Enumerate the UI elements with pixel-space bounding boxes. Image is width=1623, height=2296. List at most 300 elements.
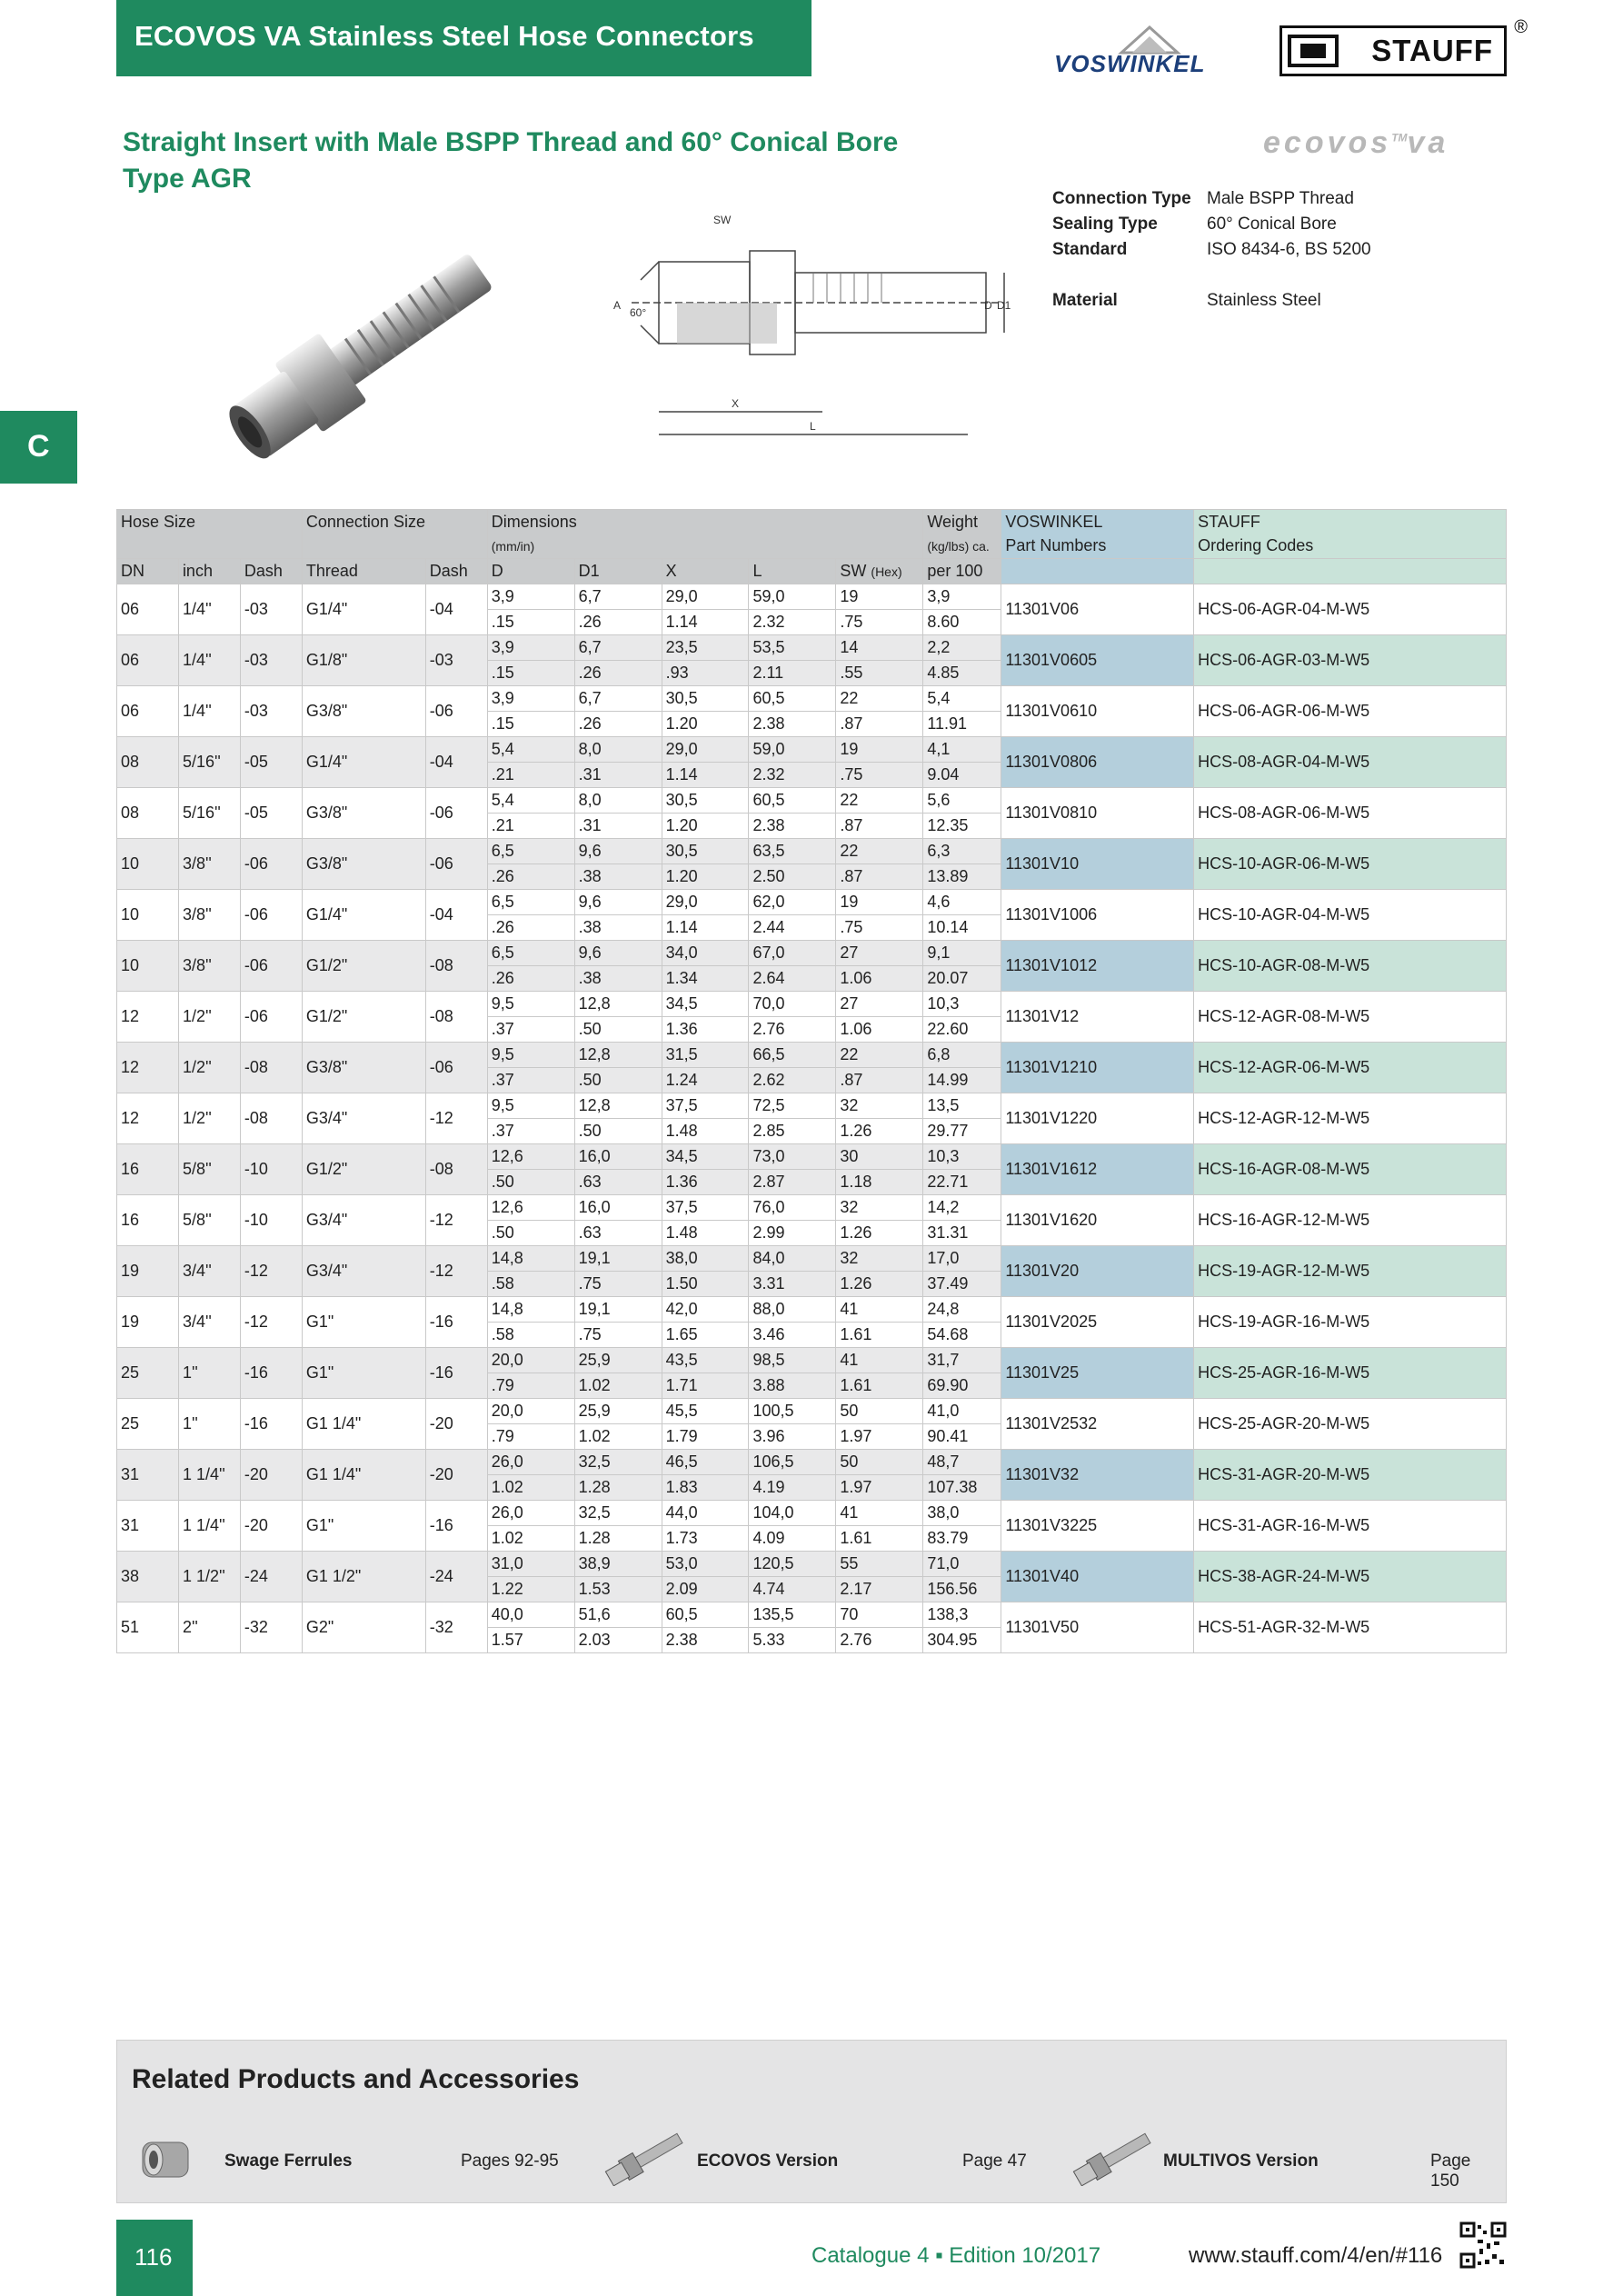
- cell-x-mm: 29,0: [662, 890, 749, 915]
- cell-thread: G1/2": [302, 1144, 425, 1195]
- cell-dash2: -06: [425, 686, 487, 737]
- cell-voswinkel-part[interactable]: 11301V1220: [1001, 1093, 1194, 1144]
- cell-d1-in: .26: [574, 610, 662, 635]
- table-row: [117, 1043, 1507, 1068]
- multivos-fitting-icon: [1067, 2131, 1158, 2186]
- related-item-name: ECOVOS Version: [697, 2151, 839, 2171]
- cell-d1-in: .50: [574, 1068, 662, 1093]
- cell-l-mm: 67,0: [749, 941, 836, 966]
- cell-d1-in: .50: [574, 1119, 662, 1144]
- cell-x-in: .93: [662, 661, 749, 686]
- cell-d-in: .37: [487, 1119, 574, 1144]
- cell-d-mm: 3,9: [487, 686, 574, 712]
- cell-l-mm: 100,5: [749, 1399, 836, 1424]
- cell-d1-mm: 32,5: [574, 1450, 662, 1475]
- cell-stauff-code[interactable]: HCS-51-AGR-32-M-W5: [1194, 1602, 1507, 1653]
- cell-sw-in: .75: [836, 915, 923, 941]
- cell-stauff-code[interactable]: HCS-12-AGR-12-M-W5: [1194, 1093, 1507, 1144]
- related-item-name: MULTIVOS Version: [1163, 2151, 1319, 2171]
- ferrule-icon: [134, 2131, 197, 2186]
- cell-weight-lbs: 14.99: [923, 1068, 1001, 1093]
- cell-stauff-code[interactable]: HCS-19-AGR-16-M-W5: [1194, 1297, 1507, 1348]
- table-row: [117, 1399, 1507, 1424]
- header-dimensions: [487, 510, 923, 559]
- cell-dash: -20: [240, 1450, 302, 1501]
- cell-l-mm: 60,5: [749, 788, 836, 814]
- cell-stauff-code[interactable]: HCS-31-AGR-16-M-W5: [1194, 1501, 1507, 1552]
- cell-dn: 06: [117, 686, 179, 737]
- cell-d-in: .26: [487, 864, 574, 890]
- cell-x-mm: 45,5: [662, 1399, 749, 1424]
- table-row: [117, 1450, 1507, 1475]
- cell-d1-mm: 19,1: [574, 1297, 662, 1323]
- cell-dash2: -12: [425, 1246, 487, 1297]
- cell-x-in: 2.38: [662, 1628, 749, 1653]
- cell-l-mm: 62,0: [749, 890, 836, 915]
- cell-voswinkel-part[interactable]: 11301V40: [1001, 1552, 1194, 1602]
- cell-stauff-code[interactable]: HCS-06-AGR-03-M-W5: [1194, 635, 1507, 686]
- cell-stauff-code[interactable]: HCS-19-AGR-12-M-W5: [1194, 1246, 1507, 1297]
- cell-weight-kg: 10,3: [923, 992, 1001, 1017]
- product-type: Type AGR: [123, 164, 252, 194]
- cell-x-in: 1.36: [662, 1017, 749, 1043]
- cell-sw-in: 2.76: [836, 1628, 923, 1653]
- cell-l-in: 2.11: [749, 661, 836, 686]
- cell-dn: 19: [117, 1246, 179, 1297]
- cell-weight-lbs: 13.89: [923, 864, 1001, 890]
- cell-d1-in: 1.28: [574, 1475, 662, 1501]
- cell-d-mm: 5,4: [487, 737, 574, 763]
- col-stauff-blank: [1194, 559, 1507, 584]
- spec-list: [1052, 186, 1371, 314]
- cell-inch: 1 1/4'': [178, 1450, 240, 1501]
- cell-sw-mm: 19: [836, 584, 923, 610]
- cell-voswinkel-part[interactable]: 11301V2025: [1001, 1297, 1194, 1348]
- cell-stauff-code[interactable]: HCS-25-AGR-16-M-W5: [1194, 1348, 1507, 1399]
- cell-sw-mm: 22: [836, 686, 923, 712]
- cell-x-mm: 37,5: [662, 1093, 749, 1119]
- cell-d1-in: .75: [574, 1323, 662, 1348]
- cell-thread: G1/4": [302, 890, 425, 941]
- spec-value: ISO 8434-6, BS 5200: [1207, 240, 1371, 259]
- stauff-sub-label: Ordering Codes: [1198, 536, 1314, 554]
- cell-stauff-code[interactable]: HCS-08-AGR-06-M-W5: [1194, 788, 1507, 839]
- weight-label: Weight: [927, 513, 979, 531]
- table-row: [117, 1552, 1507, 1577]
- cell-dn: 31: [117, 1501, 179, 1552]
- cell-stauff-code[interactable]: HCS-10-AGR-04-M-W5: [1194, 890, 1507, 941]
- cell-x-mm: 34,5: [662, 1144, 749, 1170]
- cell-inch: 1/2'': [178, 992, 240, 1043]
- cell-d-in: .79: [487, 1373, 574, 1399]
- cell-stauff-code[interactable]: HCS-16-AGR-08-M-W5: [1194, 1144, 1507, 1195]
- cell-dash2: -20: [425, 1399, 487, 1450]
- cell-weight-kg: 48,7: [923, 1450, 1001, 1475]
- product-photo: [195, 227, 541, 468]
- cell-inch: 1/2'': [178, 1043, 240, 1093]
- table-row: [117, 1297, 1507, 1323]
- cell-weight-kg: 14,2: [923, 1195, 1001, 1221]
- cell-stauff-code[interactable]: HCS-10-AGR-06-M-W5: [1194, 839, 1507, 890]
- cell-x-in: 1.14: [662, 763, 749, 788]
- cell-l-mm: 98,5: [749, 1348, 836, 1373]
- hose-size-label: Hose Size: [121, 513, 196, 531]
- cell-voswinkel-part[interactable]: 11301V06: [1001, 584, 1194, 635]
- cell-thread: G3/8": [302, 686, 425, 737]
- cell-voswinkel-part[interactable]: 11301V0605: [1001, 635, 1194, 686]
- ecovos-va-logo: [1263, 125, 1449, 161]
- cell-dash: -03: [240, 686, 302, 737]
- col-dash: Dash: [240, 559, 302, 584]
- cell-inch: 1/2'': [178, 1093, 240, 1144]
- cell-d1-mm: 38,9: [574, 1552, 662, 1577]
- cell-l-mm: 66,5: [749, 1043, 836, 1068]
- cell-voswinkel-part[interactable]: 11301V2532: [1001, 1399, 1194, 1450]
- cell-dash: -20: [240, 1501, 302, 1552]
- ecovos-logo-suffix: va: [1407, 125, 1449, 160]
- cell-l-in: 2.87: [749, 1170, 836, 1195]
- related-item-swage-ferrules[interactable]: [134, 2131, 570, 2186]
- cell-voswinkel-part[interactable]: 11301V3225: [1001, 1501, 1194, 1552]
- drawing-label-sw: SW: [713, 214, 732, 226]
- col-per100: per 100: [923, 559, 1001, 584]
- cell-x-in: 1.73: [662, 1526, 749, 1552]
- cell-sw-in: 1.97: [836, 1424, 923, 1450]
- spec-row: [1052, 288, 1371, 314]
- header-title: ECOVOS VA Stainless Steel Hose Connectors: [134, 20, 754, 52]
- cell-stauff-code[interactable]: HCS-06-AGR-04-M-W5: [1194, 584, 1507, 635]
- cell-weight-kg: 10,3: [923, 1144, 1001, 1170]
- cell-l-in: 3.96: [749, 1424, 836, 1450]
- cell-l-mm: 72,5: [749, 1093, 836, 1119]
- cell-sw-in: .55: [836, 661, 923, 686]
- cell-sw-mm: 14: [836, 635, 923, 661]
- cell-sw-mm: 19: [836, 737, 923, 763]
- cell-d1-mm: 19,1: [574, 1246, 662, 1272]
- header-weight: [923, 510, 1001, 559]
- cell-d-in: 1.02: [487, 1475, 574, 1501]
- cell-l-in: 2.99: [749, 1221, 836, 1246]
- cell-weight-lbs: 10.14: [923, 915, 1001, 941]
- related-item-ecovos-version[interactable]: [599, 2131, 1053, 2186]
- cell-thread: G1/4": [302, 584, 425, 635]
- cell-x-in: 1.14: [662, 915, 749, 941]
- cell-d1-in: .31: [574, 814, 662, 839]
- voswinkel-logo-text: VOSWINKEL: [1054, 50, 1206, 77]
- catalogue-edition: Catalogue 4 ▪ Edition 10/2017: [812, 2243, 1101, 2268]
- spec-value: 60° Conical Bore: [1207, 215, 1337, 234]
- cell-x-mm: 44,0: [662, 1501, 749, 1526]
- col-l: L: [749, 559, 836, 584]
- section-tab: [0, 411, 77, 484]
- ecovos-tm: TM: [1391, 131, 1408, 145]
- cell-dash2: -04: [425, 737, 487, 788]
- cell-d-in: .79: [487, 1424, 574, 1450]
- cell-inch: 3/4'': [178, 1246, 240, 1297]
- cell-dash: -10: [240, 1195, 302, 1246]
- cell-stauff-code[interactable]: HCS-31-AGR-20-M-W5: [1194, 1450, 1507, 1501]
- col-dn: DN: [117, 559, 179, 584]
- cell-dash2: -12: [425, 1093, 487, 1144]
- col-x: X: [662, 559, 749, 584]
- cell-dash2: -04: [425, 890, 487, 941]
- cell-dash: -16: [240, 1399, 302, 1450]
- cell-sw-mm: 41: [836, 1348, 923, 1373]
- cell-d-mm: 26,0: [487, 1501, 574, 1526]
- cell-sw-mm: 50: [836, 1450, 923, 1475]
- related-item-pages: Page 47: [962, 2151, 1027, 2171]
- cell-d1-mm: 6,7: [574, 584, 662, 610]
- cell-stauff-code[interactable]: HCS-10-AGR-08-M-W5: [1194, 941, 1507, 992]
- cell-d-mm: 6,5: [487, 890, 574, 915]
- cell-dn: 10: [117, 839, 179, 890]
- cell-weight-kg: 4,1: [923, 737, 1001, 763]
- table-row: [117, 1144, 1507, 1170]
- cell-l-in: 2.38: [749, 712, 836, 737]
- cell-dash2: -08: [425, 992, 487, 1043]
- cell-sw-in: 2.17: [836, 1577, 923, 1602]
- cell-d-mm: 3,9: [487, 584, 574, 610]
- cell-sw-in: .87: [836, 1068, 923, 1093]
- cell-inch: 3/8'': [178, 890, 240, 941]
- cell-l-mm: 59,0: [749, 737, 836, 763]
- cell-sw-in: .75: [836, 763, 923, 788]
- spec-row: [1052, 186, 1371, 212]
- technical-drawing: [604, 207, 1022, 444]
- cell-stauff-code[interactable]: HCS-38-AGR-24-M-W5: [1194, 1552, 1507, 1602]
- cell-l-in: 5.33: [749, 1628, 836, 1653]
- cell-d1-mm: 51,6: [574, 1602, 662, 1628]
- spec-key: [1052, 263, 1207, 288]
- drawing-label-angle: 60°: [630, 306, 647, 319]
- cell-l-mm: 106,5: [749, 1450, 836, 1475]
- page-number-tab: [116, 2220, 193, 2296]
- cell-inch: 3/8'': [178, 839, 240, 890]
- cell-weight-lbs: 107.38: [923, 1475, 1001, 1501]
- table-row: [117, 686, 1507, 712]
- cell-dn: 08: [117, 788, 179, 839]
- spec-key: Connection Type: [1052, 189, 1191, 208]
- cell-x-in: 1.48: [662, 1119, 749, 1144]
- cell-weight-lbs: 304.95: [923, 1628, 1001, 1653]
- table-row: [117, 941, 1507, 966]
- related-title: Related Products and Accessories: [132, 2064, 580, 2094]
- cell-dn: 16: [117, 1195, 179, 1246]
- cell-stauff-code[interactable]: HCS-06-AGR-06-M-W5: [1194, 686, 1507, 737]
- cell-l-in: 2.32: [749, 610, 836, 635]
- spec-key: Sealing Type: [1052, 215, 1158, 234]
- table-row: [117, 635, 1507, 661]
- cell-voswinkel-part[interactable]: 11301V1210: [1001, 1043, 1194, 1093]
- cell-thread: G3/8": [302, 1043, 425, 1093]
- cell-thread: G3/4": [302, 1195, 425, 1246]
- cell-d-mm: 14,8: [487, 1297, 574, 1323]
- cell-x-in: 1.34: [662, 966, 749, 992]
- cell-l-mm: 53,5: [749, 635, 836, 661]
- table-row: [117, 737, 1507, 763]
- cell-inch: 1/4'': [178, 584, 240, 635]
- cell-dash2: -12: [425, 1195, 487, 1246]
- cell-l-mm: 70,0: [749, 992, 836, 1017]
- cell-d-mm: 20,0: [487, 1399, 574, 1424]
- cell-l-in: 2.44: [749, 915, 836, 941]
- col-sw-unit: (Hex): [871, 564, 902, 579]
- cell-thread: G1 1/4": [302, 1399, 425, 1450]
- cell-d1-mm: 12,8: [574, 992, 662, 1017]
- cell-sw-in: 1.26: [836, 1221, 923, 1246]
- cell-d1-in: 1.02: [574, 1424, 662, 1450]
- cell-weight-kg: 24,8: [923, 1297, 1001, 1323]
- cell-x-mm: 34,0: [662, 941, 749, 966]
- cell-l-mm: 120,5: [749, 1552, 836, 1577]
- related-item-multivos-version[interactable]: [1067, 2131, 1503, 2191]
- cell-stauff-code[interactable]: HCS-08-AGR-04-M-W5: [1194, 737, 1507, 788]
- cell-dn: 25: [117, 1399, 179, 1450]
- cell-l-mm: 60,5: [749, 686, 836, 712]
- cell-dash2: -20: [425, 1450, 487, 1501]
- cell-inch: 5/16'': [178, 788, 240, 839]
- cell-d-mm: 6,5: [487, 839, 574, 864]
- cell-dash: -32: [240, 1602, 302, 1653]
- cell-voswinkel-part[interactable]: 11301V12: [1001, 992, 1194, 1043]
- cell-d-in: 1.57: [487, 1628, 574, 1653]
- cell-stauff-code[interactable]: HCS-12-AGR-06-M-W5: [1194, 1043, 1507, 1093]
- cell-weight-kg: 138,3: [923, 1602, 1001, 1628]
- cell-d1-mm: 8,0: [574, 737, 662, 763]
- product-title: Straight Insert with Male BSPP Thread and 60° Conical Bore: [123, 127, 899, 157]
- cell-d-in: .26: [487, 966, 574, 992]
- cell-stauff-code[interactable]: HCS-12-AGR-08-M-W5: [1194, 992, 1507, 1043]
- cell-weight-lbs: 9.04: [923, 763, 1001, 788]
- cell-thread: G1/4": [302, 737, 425, 788]
- cell-voswinkel-part[interactable]: 11301V50: [1001, 1602, 1194, 1653]
- cell-stauff-code[interactable]: HCS-16-AGR-12-M-W5: [1194, 1195, 1507, 1246]
- cell-sw-mm: 41: [836, 1297, 923, 1323]
- cell-voswinkel-part[interactable]: 11301V20: [1001, 1246, 1194, 1297]
- cell-voswinkel-part[interactable]: 11301V1012: [1001, 941, 1194, 992]
- cell-inch: 1/4'': [178, 686, 240, 737]
- cell-d-in: .50: [487, 1170, 574, 1195]
- cell-d1-mm: 16,0: [574, 1144, 662, 1170]
- table-row: [117, 992, 1507, 1017]
- cell-sw-in: 1.61: [836, 1373, 923, 1399]
- cell-d-mm: 9,5: [487, 1043, 574, 1068]
- cell-voswinkel-part[interactable]: 11301V1612: [1001, 1144, 1194, 1195]
- cell-l-mm: 63,5: [749, 839, 836, 864]
- cell-d1-in: 1.28: [574, 1526, 662, 1552]
- cell-voswinkel-part[interactable]: 11301V32: [1001, 1450, 1194, 1501]
- cell-sw-mm: 32: [836, 1246, 923, 1272]
- related-item-pages: Page 150: [1430, 2151, 1471, 2191]
- cell-weight-lbs: 83.79: [923, 1526, 1001, 1552]
- cell-sw-in: 1.06: [836, 1017, 923, 1043]
- ecovos-logo-text: ecovos: [1263, 125, 1392, 160]
- registered-mark: ®: [1514, 17, 1528, 37]
- cell-l-in: 4.09: [749, 1526, 836, 1552]
- cell-stauff-code[interactable]: HCS-25-AGR-20-M-W5: [1194, 1399, 1507, 1450]
- cell-dash2: -04: [425, 584, 487, 635]
- cell-l-mm: 73,0: [749, 1144, 836, 1170]
- col-thread: Thread: [302, 559, 425, 584]
- cell-l-in: 4.19: [749, 1475, 836, 1501]
- cell-thread: G3/8": [302, 788, 425, 839]
- cell-x-mm: 46,5: [662, 1450, 749, 1475]
- cell-d-mm: 14,8: [487, 1246, 574, 1272]
- cell-sw-mm: 32: [836, 1195, 923, 1221]
- weight-unit: (kg/lbs) ca.: [927, 539, 990, 554]
- cell-dash: -05: [240, 737, 302, 788]
- cell-x-mm: 29,0: [662, 737, 749, 763]
- cell-d1-in: .26: [574, 712, 662, 737]
- cell-weight-lbs: 8.60: [923, 610, 1001, 635]
- cell-weight-kg: 5,4: [923, 686, 1001, 712]
- cell-dash: -06: [240, 839, 302, 890]
- cell-dash: -03: [240, 635, 302, 686]
- cell-x-in: 1.83: [662, 1475, 749, 1501]
- cell-d-mm: 12,6: [487, 1144, 574, 1170]
- cell-voswinkel-part[interactable]: 11301V0810: [1001, 788, 1194, 839]
- cell-d1-mm: 32,5: [574, 1501, 662, 1526]
- cell-d1-mm: 9,6: [574, 941, 662, 966]
- cell-inch: 1 1/4'': [178, 1501, 240, 1552]
- cell-dn: 12: [117, 992, 179, 1043]
- cell-dash2: -08: [425, 941, 487, 992]
- cell-voswinkel-part[interactable]: 11301V0610: [1001, 686, 1194, 737]
- cell-d1-mm: 9,6: [574, 839, 662, 864]
- cell-d-mm: 26,0: [487, 1450, 574, 1475]
- spec-value: Male BSPP Thread: [1207, 189, 1354, 208]
- cell-x-in: 2.09: [662, 1577, 749, 1602]
- cell-voswinkel-part[interactable]: 11301V1620: [1001, 1195, 1194, 1246]
- stauff-emblem-icon: [1288, 33, 1342, 69]
- spec-row: [1052, 237, 1371, 263]
- cell-dn: 25: [117, 1348, 179, 1399]
- cell-x-in: 1.48: [662, 1221, 749, 1246]
- cell-voswinkel-part[interactable]: 11301V10: [1001, 839, 1194, 890]
- cell-d-mm: 5,4: [487, 788, 574, 814]
- cell-d1-in: .63: [574, 1170, 662, 1195]
- cell-voswinkel-part[interactable]: 11301V25: [1001, 1348, 1194, 1399]
- cell-d1-mm: 12,8: [574, 1093, 662, 1119]
- cell-voswinkel-part[interactable]: 11301V1006: [1001, 890, 1194, 941]
- cell-inch: 3/4'': [178, 1297, 240, 1348]
- cell-x-mm: 30,5: [662, 839, 749, 864]
- cell-x-mm: 38,0: [662, 1246, 749, 1272]
- cell-sw-mm: 50: [836, 1399, 923, 1424]
- related-products: [116, 2040, 1507, 2203]
- cell-l-in: 2.38: [749, 814, 836, 839]
- spec-key: Material: [1052, 291, 1118, 310]
- cell-inch: 5/16'': [178, 737, 240, 788]
- cell-d1-mm: 6,7: [574, 635, 662, 661]
- cell-voswinkel-part[interactable]: 11301V0806: [1001, 737, 1194, 788]
- cell-x-mm: 23,5: [662, 635, 749, 661]
- cell-sw-mm: 27: [836, 992, 923, 1017]
- cell-x-in: 1.79: [662, 1424, 749, 1450]
- cell-d-in: .26: [487, 915, 574, 941]
- cell-x-in: 1.65: [662, 1323, 749, 1348]
- cell-d-mm: 20,0: [487, 1348, 574, 1373]
- qr-code-icon[interactable]: [1459, 2221, 1507, 2269]
- cell-thread: G1 1/4": [302, 1450, 425, 1501]
- cell-d1-in: 1.02: [574, 1373, 662, 1399]
- cell-l-mm: 104,0: [749, 1501, 836, 1526]
- drawing-label-d1: D1: [997, 299, 1011, 312]
- cell-l-in: 2.62: [749, 1068, 836, 1093]
- footer-url-link[interactable]: www.stauff.com/4/en/#116: [1189, 2243, 1443, 2268]
- cell-weight-lbs: 54.68: [923, 1323, 1001, 1348]
- cell-sw-in: .87: [836, 712, 923, 737]
